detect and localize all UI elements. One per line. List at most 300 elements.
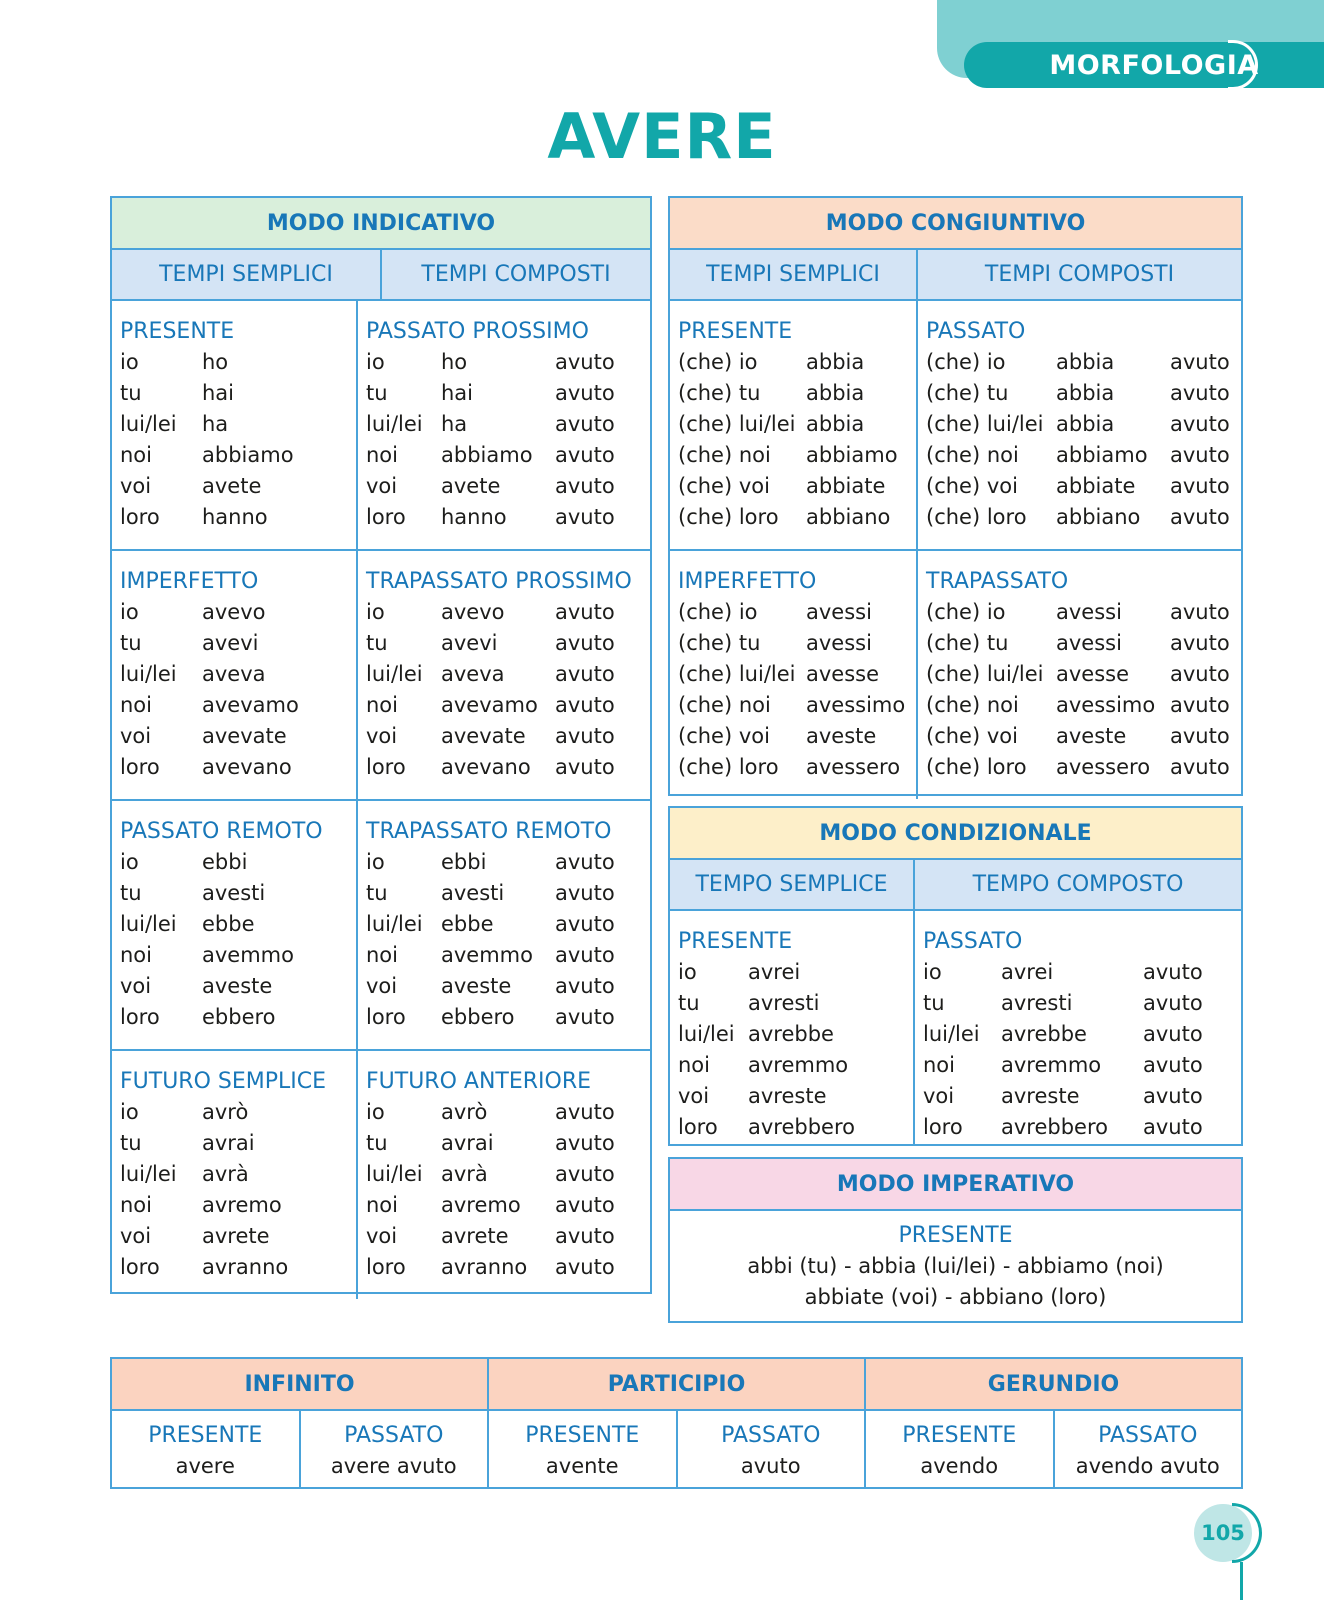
tense-name: PASSATO PROSSIMO — [366, 319, 589, 344]
conjugation-line — [926, 659, 1250, 690]
conjugation-line — [366, 878, 650, 909]
verb-form: avrete — [202, 1224, 270, 1248]
pronoun: (che) tu — [926, 631, 1009, 655]
verb-form: hanno — [202, 505, 268, 529]
participle: avuto — [555, 1224, 615, 1248]
pronoun: voi — [366, 974, 398, 998]
condizionale-header: MODO CONDIZIONALE — [670, 808, 1241, 860]
verb-form: hai — [202, 381, 235, 405]
conjugation-line — [366, 471, 650, 502]
congiuntivo-col-semplici: TEMPI SEMPLICI — [706, 262, 880, 287]
conjugation-line — [120, 347, 356, 378]
condizionale-table — [668, 806, 1243, 1146]
pronoun: tu — [120, 1131, 142, 1155]
tense-name: PRESENTE — [678, 319, 793, 344]
tense-cell — [356, 551, 650, 799]
form-value: avente — [545, 1454, 619, 1478]
conjugation-line — [120, 909, 356, 940]
verb-form: avete — [202, 474, 262, 498]
pronoun: loro — [120, 1255, 160, 1279]
pronoun: lui/lei — [923, 1022, 980, 1046]
condizionale-col-composto: TEMPO COMPOSTO — [913, 860, 1241, 909]
pronoun: (che) noi — [926, 443, 1019, 467]
conjugation-line — [120, 878, 356, 909]
verb-form: avrà — [202, 1162, 249, 1186]
imperativo-table — [668, 1157, 1243, 1323]
pronoun: io — [366, 850, 385, 874]
verb-form: abbia — [806, 350, 865, 374]
conjugation-line — [120, 940, 356, 971]
conjugation-line — [926, 502, 1250, 533]
conjugation-line — [678, 1112, 913, 1143]
verb-form: ha — [441, 412, 468, 436]
conjugation-line — [926, 440, 1250, 471]
participle: avuto — [1143, 1022, 1203, 1046]
imperativo-body — [670, 1211, 1241, 1313]
participle: avuto — [555, 412, 615, 436]
conjugation-line — [678, 440, 916, 471]
indicativo-grid — [112, 301, 650, 1299]
pronoun: (che) voi — [678, 724, 770, 748]
participle: avuto — [555, 1193, 615, 1217]
conjugation-line — [926, 690, 1250, 721]
indefiniti-header-row — [112, 1359, 1241, 1411]
pronoun: tu — [923, 991, 945, 1015]
participle: avuto — [1143, 991, 1203, 1015]
verb-form: avevate — [441, 724, 526, 748]
verb-form: abbia — [806, 381, 865, 405]
conjugation-line — [366, 971, 650, 1002]
pronoun: lui/lei — [120, 412, 177, 436]
conjugation-line — [366, 1128, 650, 1159]
verb-form: avevamo — [441, 693, 538, 717]
tense-cell — [913, 911, 1241, 1145]
pronoun: voi — [923, 1084, 955, 1108]
participio-header: PARTICIPIO — [487, 1359, 864, 1409]
page-number: 105 — [1194, 1504, 1252, 1562]
participle: avuto — [555, 850, 615, 874]
verb-form: avessi — [806, 600, 872, 624]
conjugation-line — [366, 1097, 650, 1128]
pronoun: voi — [120, 474, 152, 498]
pronoun: voi — [120, 724, 152, 748]
tense-row — [670, 301, 1241, 551]
verb-form: avete — [441, 474, 501, 498]
pronoun: tu — [120, 381, 142, 405]
conjugation-line — [366, 940, 650, 971]
pronoun: loro — [366, 1005, 406, 1029]
pronoun: tu — [366, 1131, 388, 1155]
conjugation-line — [120, 1252, 356, 1283]
verb-form: avevate — [202, 724, 287, 748]
conjugation-line — [120, 502, 356, 533]
tense-row — [670, 551, 1241, 799]
conjugation-line — [926, 347, 1250, 378]
condizionale-subheader — [670, 860, 1241, 911]
verb-form: avesti — [202, 881, 266, 905]
conjugation-line — [366, 690, 650, 721]
tense-cell — [670, 911, 913, 1145]
tense-row — [112, 301, 650, 551]
conjugation-line — [678, 1019, 913, 1050]
tense-cell — [670, 551, 916, 799]
verb-form: ebbi — [441, 850, 487, 874]
tense-name: FUTURO ANTERIORE — [366, 1069, 592, 1094]
participle: avuto — [1170, 412, 1230, 436]
pronoun: noi — [366, 943, 398, 967]
participle: avuto — [555, 505, 615, 529]
imperativo-header: MODO IMPERATIVO — [670, 1159, 1241, 1211]
pronoun: voi — [366, 474, 398, 498]
verb-form: ha — [202, 412, 229, 436]
participle: avuto — [1143, 1084, 1203, 1108]
infinito-header: INFINITO — [244, 1371, 355, 1397]
conjugation-line — [120, 1097, 356, 1128]
verb-form: ebbero — [441, 1005, 515, 1029]
verb-form: abbia — [1056, 381, 1115, 405]
pronoun: (che) io — [926, 600, 1006, 624]
form-label: PASSATO — [1098, 1423, 1198, 1448]
tense-name: PRESENTE — [678, 929, 793, 954]
tense-row — [112, 551, 650, 801]
participle: avuto — [555, 1162, 615, 1186]
conjugation-line — [366, 847, 650, 878]
tense-name: PASSATO — [926, 319, 1026, 344]
pronoun: (che) lui/lei — [926, 662, 1044, 686]
pronoun: noi — [120, 1193, 152, 1217]
tense-row — [670, 911, 1241, 1145]
pronoun: (che) tu — [926, 381, 1009, 405]
verb-form: abbiamo — [202, 443, 294, 467]
pronoun: (che) voi — [926, 724, 1018, 748]
verb-form: avesse — [806, 662, 880, 686]
participle: avuto — [1170, 724, 1230, 748]
verb-form: avremo — [441, 1193, 521, 1217]
conjugation-line — [926, 471, 1250, 502]
participle: avuto — [1143, 1115, 1203, 1139]
participle: avuto — [1170, 474, 1230, 498]
participle: avuto — [555, 912, 615, 936]
conjugation-line — [923, 1019, 1241, 1050]
indicativo-col-composti: TEMPI COMPOSTI — [380, 250, 650, 299]
conjugation-line — [678, 690, 916, 721]
form-label: PRESENTE — [525, 1423, 640, 1448]
pronoun: voi — [366, 1224, 398, 1248]
conjugation-line — [923, 988, 1241, 1019]
pronoun: tu — [366, 631, 388, 655]
tense-cell — [670, 301, 916, 549]
pronoun: loro — [120, 505, 160, 529]
pronoun: (che) loro — [926, 755, 1027, 779]
conjugation-line — [120, 1128, 356, 1159]
conjugation-line — [120, 721, 356, 752]
participle: avuto — [555, 1131, 615, 1155]
conjugation-line — [923, 1112, 1241, 1143]
pronoun: voi — [678, 1084, 710, 1108]
conjugation-line — [366, 378, 650, 409]
conjugation-line — [366, 721, 650, 752]
conjugation-line — [120, 1159, 356, 1190]
conjugation-line — [678, 628, 916, 659]
verb-form: hanno — [441, 505, 507, 529]
verb-form: avessi — [1056, 600, 1122, 624]
page-number-line — [1240, 1562, 1243, 1600]
pronoun: noi — [120, 693, 152, 717]
conjugation-line — [120, 659, 356, 690]
verb-form: avremmo — [748, 1053, 849, 1077]
conjugation-line — [120, 409, 356, 440]
pronoun: io — [366, 600, 385, 624]
conjugation-line — [923, 957, 1241, 988]
pronoun: (che) io — [678, 600, 758, 624]
participle: avuto — [555, 881, 615, 905]
participle: avuto — [1170, 662, 1230, 686]
conjugation-line — [926, 721, 1250, 752]
pronoun: noi — [366, 443, 398, 467]
verb-form: avresti — [748, 991, 820, 1015]
congiuntivo-subheader — [670, 250, 1241, 301]
verb-form: avessimo — [806, 693, 906, 717]
conjugation-line — [120, 378, 356, 409]
verb-form: aveste — [806, 724, 877, 748]
verb-form: abbiano — [806, 505, 891, 529]
verb-form: avemmo — [202, 943, 294, 967]
verb-form: avranno — [202, 1255, 289, 1279]
verb-form: avremo — [202, 1193, 282, 1217]
pronoun: voi — [120, 1224, 152, 1248]
conjugation-line — [923, 1050, 1241, 1081]
verb-form: avrai — [441, 1131, 494, 1155]
verb-form: avrei — [748, 960, 801, 984]
form-value: avuto — [740, 1454, 801, 1478]
tense-name: TRAPASSATO REMOTO — [366, 819, 612, 844]
verb-form: abbiamo — [806, 443, 898, 467]
verb-form: avevo — [441, 600, 505, 624]
page-number-arc — [1232, 1503, 1262, 1563]
conjugation-line — [678, 502, 916, 533]
conjugation-line — [366, 1221, 650, 1252]
verb-form: abbiate — [806, 474, 886, 498]
participle: avuto — [1143, 960, 1203, 984]
participle: avuto — [1170, 381, 1230, 405]
conjugation-line — [678, 1050, 913, 1081]
participle: avuto — [1143, 1053, 1203, 1077]
pronoun: (che) loro — [926, 505, 1027, 529]
pronoun: lui/lei — [366, 1162, 423, 1186]
tense-cell — [112, 801, 356, 1049]
pronoun: loro — [120, 1005, 160, 1029]
conjugation-line — [678, 1081, 913, 1112]
verb-form: abbiate — [1056, 474, 1136, 498]
conjugation-line — [678, 471, 916, 502]
verb-form: avreste — [1001, 1084, 1080, 1108]
form-label: PRESENTE — [148, 1423, 263, 1448]
conjugation-line — [120, 971, 356, 1002]
pronoun: io — [120, 1100, 139, 1124]
participle: avuto — [555, 1100, 615, 1124]
pronoun: io — [120, 350, 139, 374]
verb-form: ebbi — [202, 850, 248, 874]
tense-name: FUTURO SEMPLICE — [120, 1069, 327, 1094]
indicativo-table — [110, 196, 652, 1294]
pronoun: loro — [366, 755, 406, 779]
congiuntivo-grid — [670, 301, 1241, 799]
verb-form: avevo — [202, 600, 266, 624]
verb-form: aveste — [202, 974, 273, 998]
verb-form: abbiamo — [441, 443, 533, 467]
conjugation-line — [366, 347, 650, 378]
verb-form: abbiamo — [1056, 443, 1148, 467]
participle: avuto — [555, 755, 615, 779]
verb-form: avrete — [441, 1224, 509, 1248]
pronoun: io — [120, 850, 139, 874]
verb-form: aveva — [202, 662, 266, 686]
gerundio-header: GERUNDIO — [864, 1359, 1241, 1409]
tense-name: PRESENTE — [120, 319, 235, 344]
tense-row — [112, 801, 650, 1051]
pronoun: io — [678, 960, 697, 984]
verb-form: avrò — [441, 1100, 488, 1124]
infinito-passato — [299, 1411, 488, 1487]
pronoun: (che) io — [678, 350, 758, 374]
conjugation-line — [120, 628, 356, 659]
section-tab: MORFOLOGIA — [964, 42, 1324, 88]
verb-form: avessi — [1056, 631, 1122, 655]
pronoun: voi — [120, 974, 152, 998]
verb-form: avrebbero — [748, 1115, 855, 1139]
participle: avuto — [555, 974, 615, 998]
participle: avuto — [1170, 755, 1230, 779]
pronoun: loro — [366, 505, 406, 529]
verb-form: ebbe — [441, 912, 494, 936]
imperativo-line-1: abbi (tu) - abbia (lui/lei) - abbiamo (noi) — [747, 1254, 1164, 1278]
tense-cell — [112, 1051, 356, 1299]
verb-form: avevi — [202, 631, 259, 655]
pronoun: (che) noi — [926, 693, 1019, 717]
congiuntivo-col-composti: TEMPI COMPOSTI — [916, 250, 1241, 299]
participle: avuto — [555, 943, 615, 967]
participle: avuto — [555, 724, 615, 748]
indicativo-col-semplici: TEMPI SEMPLICI — [159, 262, 333, 287]
tense-cell — [356, 801, 650, 1049]
pronoun: loro — [678, 1115, 718, 1139]
participle: avuto — [1170, 505, 1230, 529]
conjugation-line — [366, 1159, 650, 1190]
pronoun: noi — [366, 693, 398, 717]
pronoun: tu — [120, 881, 142, 905]
verb-form: hai — [441, 381, 474, 405]
verb-form: avranno — [441, 1255, 528, 1279]
indefiniti-forms-row — [112, 1411, 1241, 1487]
participle: avuto — [555, 350, 615, 374]
tense-row — [112, 1051, 650, 1299]
conjugation-line — [926, 378, 1250, 409]
form-value: avendo avuto — [1075, 1454, 1220, 1478]
conjugation-line — [120, 847, 356, 878]
indefiniti-table — [110, 1357, 1243, 1489]
verb-form: avrai — [202, 1131, 255, 1155]
pronoun: (che) tu — [678, 381, 761, 405]
pronoun: tu — [366, 381, 388, 405]
pronoun: voi — [366, 724, 398, 748]
conjugation-line — [366, 502, 650, 533]
form-value: avendo — [920, 1454, 999, 1478]
pronoun: loro — [366, 1255, 406, 1279]
verb-form: abbia — [1056, 350, 1115, 374]
verb-form: avreste — [748, 1084, 827, 1108]
verb-form: avevamo — [202, 693, 299, 717]
conjugation-line — [366, 628, 650, 659]
conjugation-line — [923, 1081, 1241, 1112]
imperativo-tense: PRESENTE — [898, 1223, 1013, 1248]
pronoun: io — [366, 1100, 385, 1124]
indicativo-subheader — [112, 250, 650, 301]
participle: avuto — [555, 474, 615, 498]
pronoun: noi — [678, 1053, 710, 1077]
conjugation-line — [366, 1190, 650, 1221]
tense-cell — [916, 551, 1250, 799]
pronoun: (che) lui/lei — [678, 412, 796, 436]
participle: avuto — [1170, 631, 1230, 655]
pronoun: tu — [366, 881, 388, 905]
conjugation-line — [366, 659, 650, 690]
verb-form: abbia — [806, 412, 865, 436]
tense-cell — [356, 301, 650, 549]
conjugation-line — [678, 378, 916, 409]
pronoun: (che) noi — [678, 443, 771, 467]
participle: avuto — [1170, 350, 1230, 374]
pronoun: io — [366, 350, 385, 374]
tense-name: IMPERFETTO — [120, 569, 259, 594]
pronoun: (che) loro — [678, 755, 779, 779]
verb-form: avesse — [1056, 662, 1130, 686]
pronoun: (che) tu — [678, 631, 761, 655]
participle: avuto — [1170, 600, 1230, 624]
conjugation-line — [120, 1002, 356, 1033]
pronoun: loro — [923, 1115, 963, 1139]
participle: avuto — [555, 631, 615, 655]
conjugation-line — [678, 988, 913, 1019]
pronoun: lui/lei — [678, 1022, 735, 1046]
participle: avuto — [1170, 443, 1230, 467]
conjugation-line — [366, 409, 650, 440]
pronoun: tu — [120, 631, 142, 655]
verb-form: ho — [441, 350, 468, 374]
participle: avuto — [555, 443, 615, 467]
conjugation-line — [926, 628, 1250, 659]
congiuntivo-header: MODO CONGIUNTIVO — [670, 198, 1241, 250]
pronoun: io — [120, 600, 139, 624]
verb-form: avremmo — [1001, 1053, 1102, 1077]
form-label: PASSATO — [344, 1423, 444, 1448]
verb-form: avevano — [441, 755, 531, 779]
verb-form: aveste — [1056, 724, 1127, 748]
conjugation-line — [120, 1221, 356, 1252]
conjugation-line — [678, 752, 916, 783]
conjugation-line — [120, 440, 356, 471]
pronoun: noi — [366, 1193, 398, 1217]
conjugation-line — [120, 597, 356, 628]
verb-form: avevi — [441, 631, 498, 655]
conjugation-line — [926, 597, 1250, 628]
conjugation-line — [366, 1252, 650, 1283]
congiuntivo-table — [668, 196, 1243, 796]
pronoun: lui/lei — [120, 662, 177, 686]
tense-cell — [112, 551, 356, 799]
verb-form: avessimo — [1056, 693, 1156, 717]
pronoun: (che) lui/lei — [926, 412, 1044, 436]
verb-form: ebbero — [202, 1005, 276, 1029]
